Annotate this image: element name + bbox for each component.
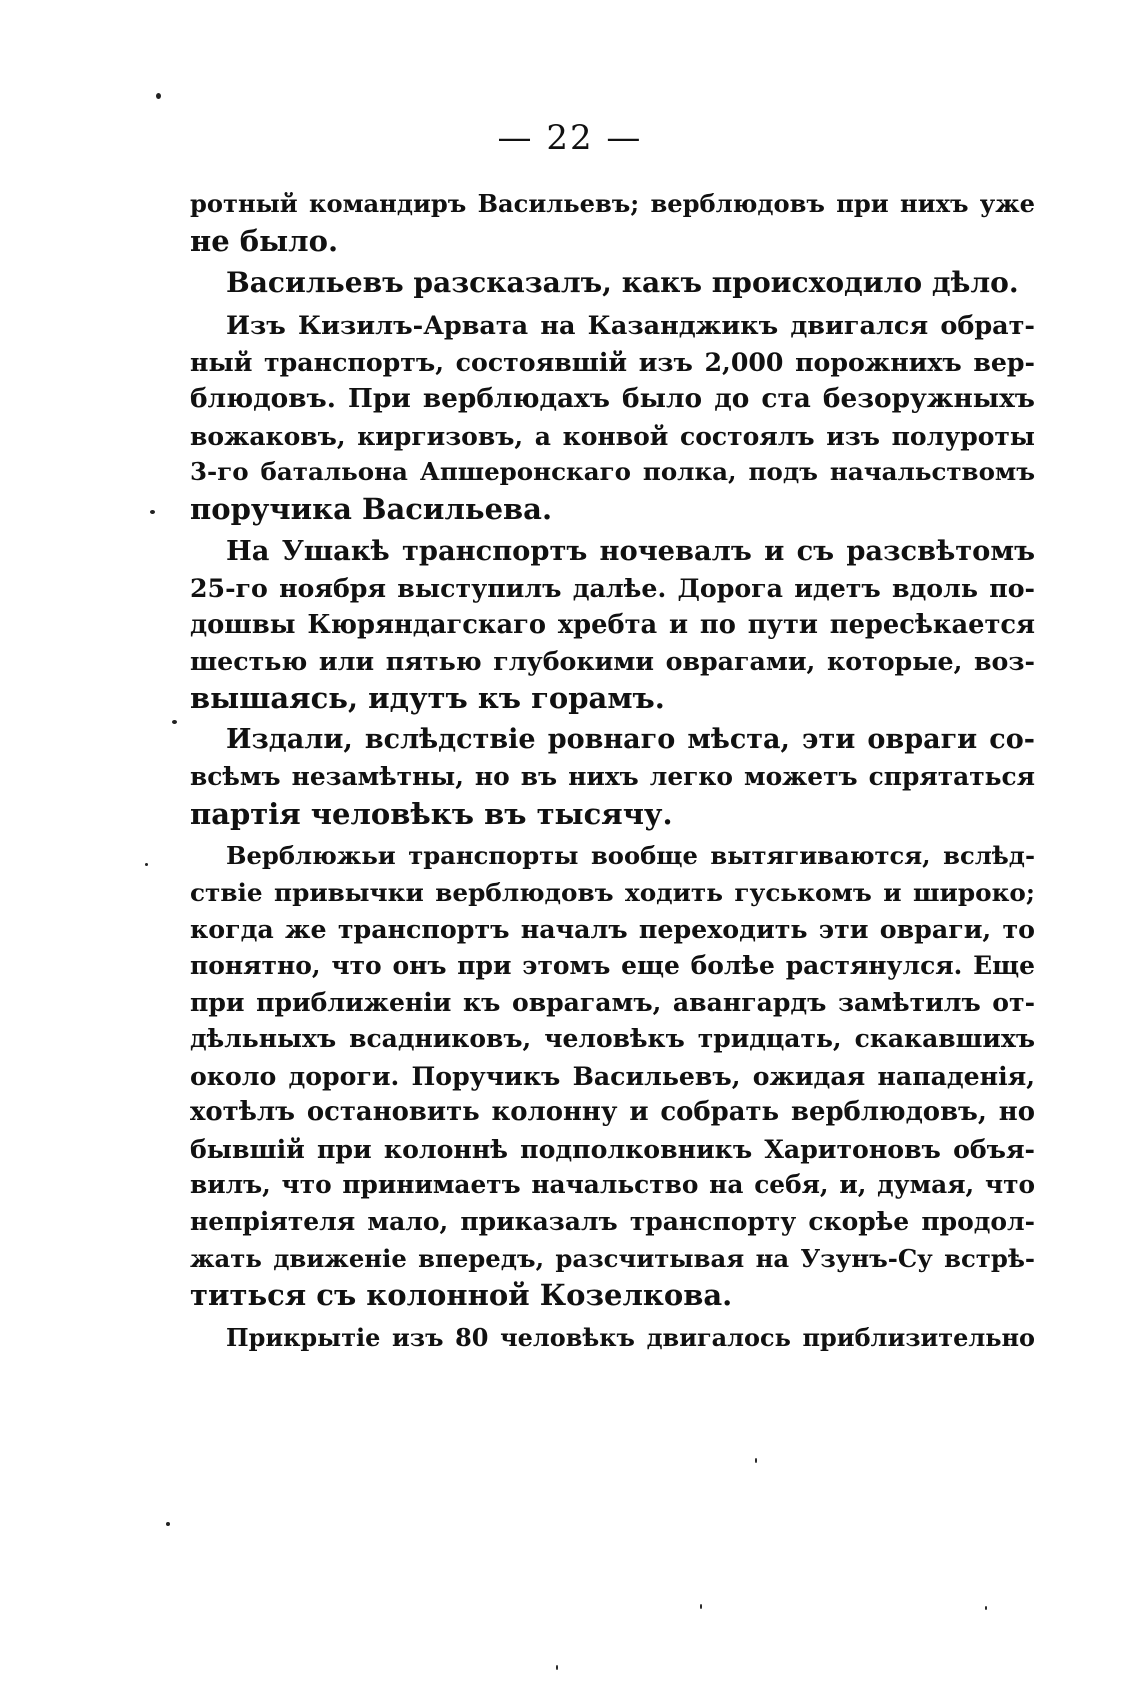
text-line: титься съ колонной Козелкова.	[190, 1278, 733, 1313]
text-line: партія человѣкъ въ тысячу.	[190, 796, 673, 831]
text-line: ствіе привычки верблюдовъ ходить гуськомъ и широко;	[190, 877, 1035, 907]
scan-speck	[166, 1522, 170, 1526]
paragraph	[190, 308, 1035, 528]
paragraph	[190, 533, 1035, 716]
scan-speck	[755, 1458, 757, 1463]
scan-speck	[985, 1606, 987, 1610]
text-line: бывшій при колоннѣ подполковникъ Харитоновъ объя-	[190, 1133, 1035, 1164]
text-line: когда же транспортъ началъ переходить эти овраги, то	[190, 914, 1035, 945]
text-line: На Ушакѣ транспортъ ночевалъ и съ разсвѣтомъ	[226, 535, 1035, 568]
text-line: непріятеля мало, приказалъ транспорту скорѣе продол-	[190, 1207, 1035, 1237]
text-line: Издали, вслѣдствіе ровнаго мѣста, эти овраги со-	[226, 724, 1035, 756]
scan-speck	[156, 93, 161, 99]
text-line: хотѣлъ остановить колонну и собрать верблюдовъ, но	[190, 1097, 1035, 1128]
text-line: не было.	[190, 223, 339, 258]
text-line: ный транспортъ, состоявшій изъ 2,000 порожнихъ вер-	[190, 347, 1035, 378]
text-line: Прикрытіе изъ 80 человѣкъ двигалось приблизительно	[226, 1323, 1035, 1352]
text-line: понятно, что онъ при этомъ еще болѣе растянулся. Еще	[190, 950, 1035, 980]
scan-speck	[700, 1604, 702, 1609]
page-number: — 22 —	[497, 118, 643, 158]
text-line: дѣльныхъ всадниковъ, человѣкъ тридцать, скакавшихъ	[190, 1024, 1035, 1054]
paragraph	[190, 265, 1035, 302]
scan-speck	[145, 863, 148, 866]
text-line: всѣмъ незамѣтны, но въ нихъ легко можетъ спрятаться	[190, 761, 1035, 791]
text-line: при приближеніи къ оврагамъ, авангардъ замѣтилъ от-	[190, 987, 1035, 1018]
body-text	[190, 186, 1035, 1362]
scan-speck	[150, 510, 155, 514]
text-line: Изъ Кизилъ-Арвата на Казанджикъ двигался обрат-	[226, 310, 1035, 341]
text-line: 3-го батальона Апшеронскаго полка, подъ начальствомъ	[190, 457, 1035, 487]
text-line: Васильевъ разсказалъ, какъ происходило дѣло.	[226, 266, 1019, 300]
text-line: вожаковъ, киргизовъ, а конвой состоялъ изъ полуроты	[190, 420, 1035, 451]
text-line: Верблюжьи транспорты вообще вытягиваются, вслѣд-	[226, 841, 1035, 871]
text-line: вышаясь, идутъ къ горамъ.	[190, 680, 665, 715]
text-line: шестью или пятью глубокими оврагами, которые, воз-	[190, 646, 1035, 677]
text-line: около дороги. Поручикъ Васильевъ, ожидая нападенія,	[190, 1060, 1035, 1091]
scan-speck	[556, 1665, 558, 1670]
paragraph	[190, 1320, 1035, 1357]
text-line: ротный командиръ Васильевъ; верблюдовъ при нихъ уже	[190, 189, 1035, 218]
text-line: жать движеніе впередъ, разсчитывая на Узунъ-Су встрѣ-	[190, 1243, 1035, 1273]
paragraph	[190, 722, 1035, 832]
paragraph	[190, 186, 1035, 259]
text-line: вилъ, что принимаетъ начальство на себя, и, думая, что	[190, 1170, 1035, 1200]
scan-speck	[172, 720, 177, 724]
text-line: поручика Васильева.	[190, 491, 553, 526]
paragraph	[190, 838, 1035, 1314]
text-line: дошвы Кюряндагскаго хребта и по пути пересѣкается	[190, 609, 1035, 640]
text-line: блюдовъ. При верблюдахъ было до ста безоружныхъ	[190, 382, 1035, 414]
text-line: 25-го ноября выступилъ далѣе. Дорога идетъ вдоль по-	[190, 572, 1035, 603]
